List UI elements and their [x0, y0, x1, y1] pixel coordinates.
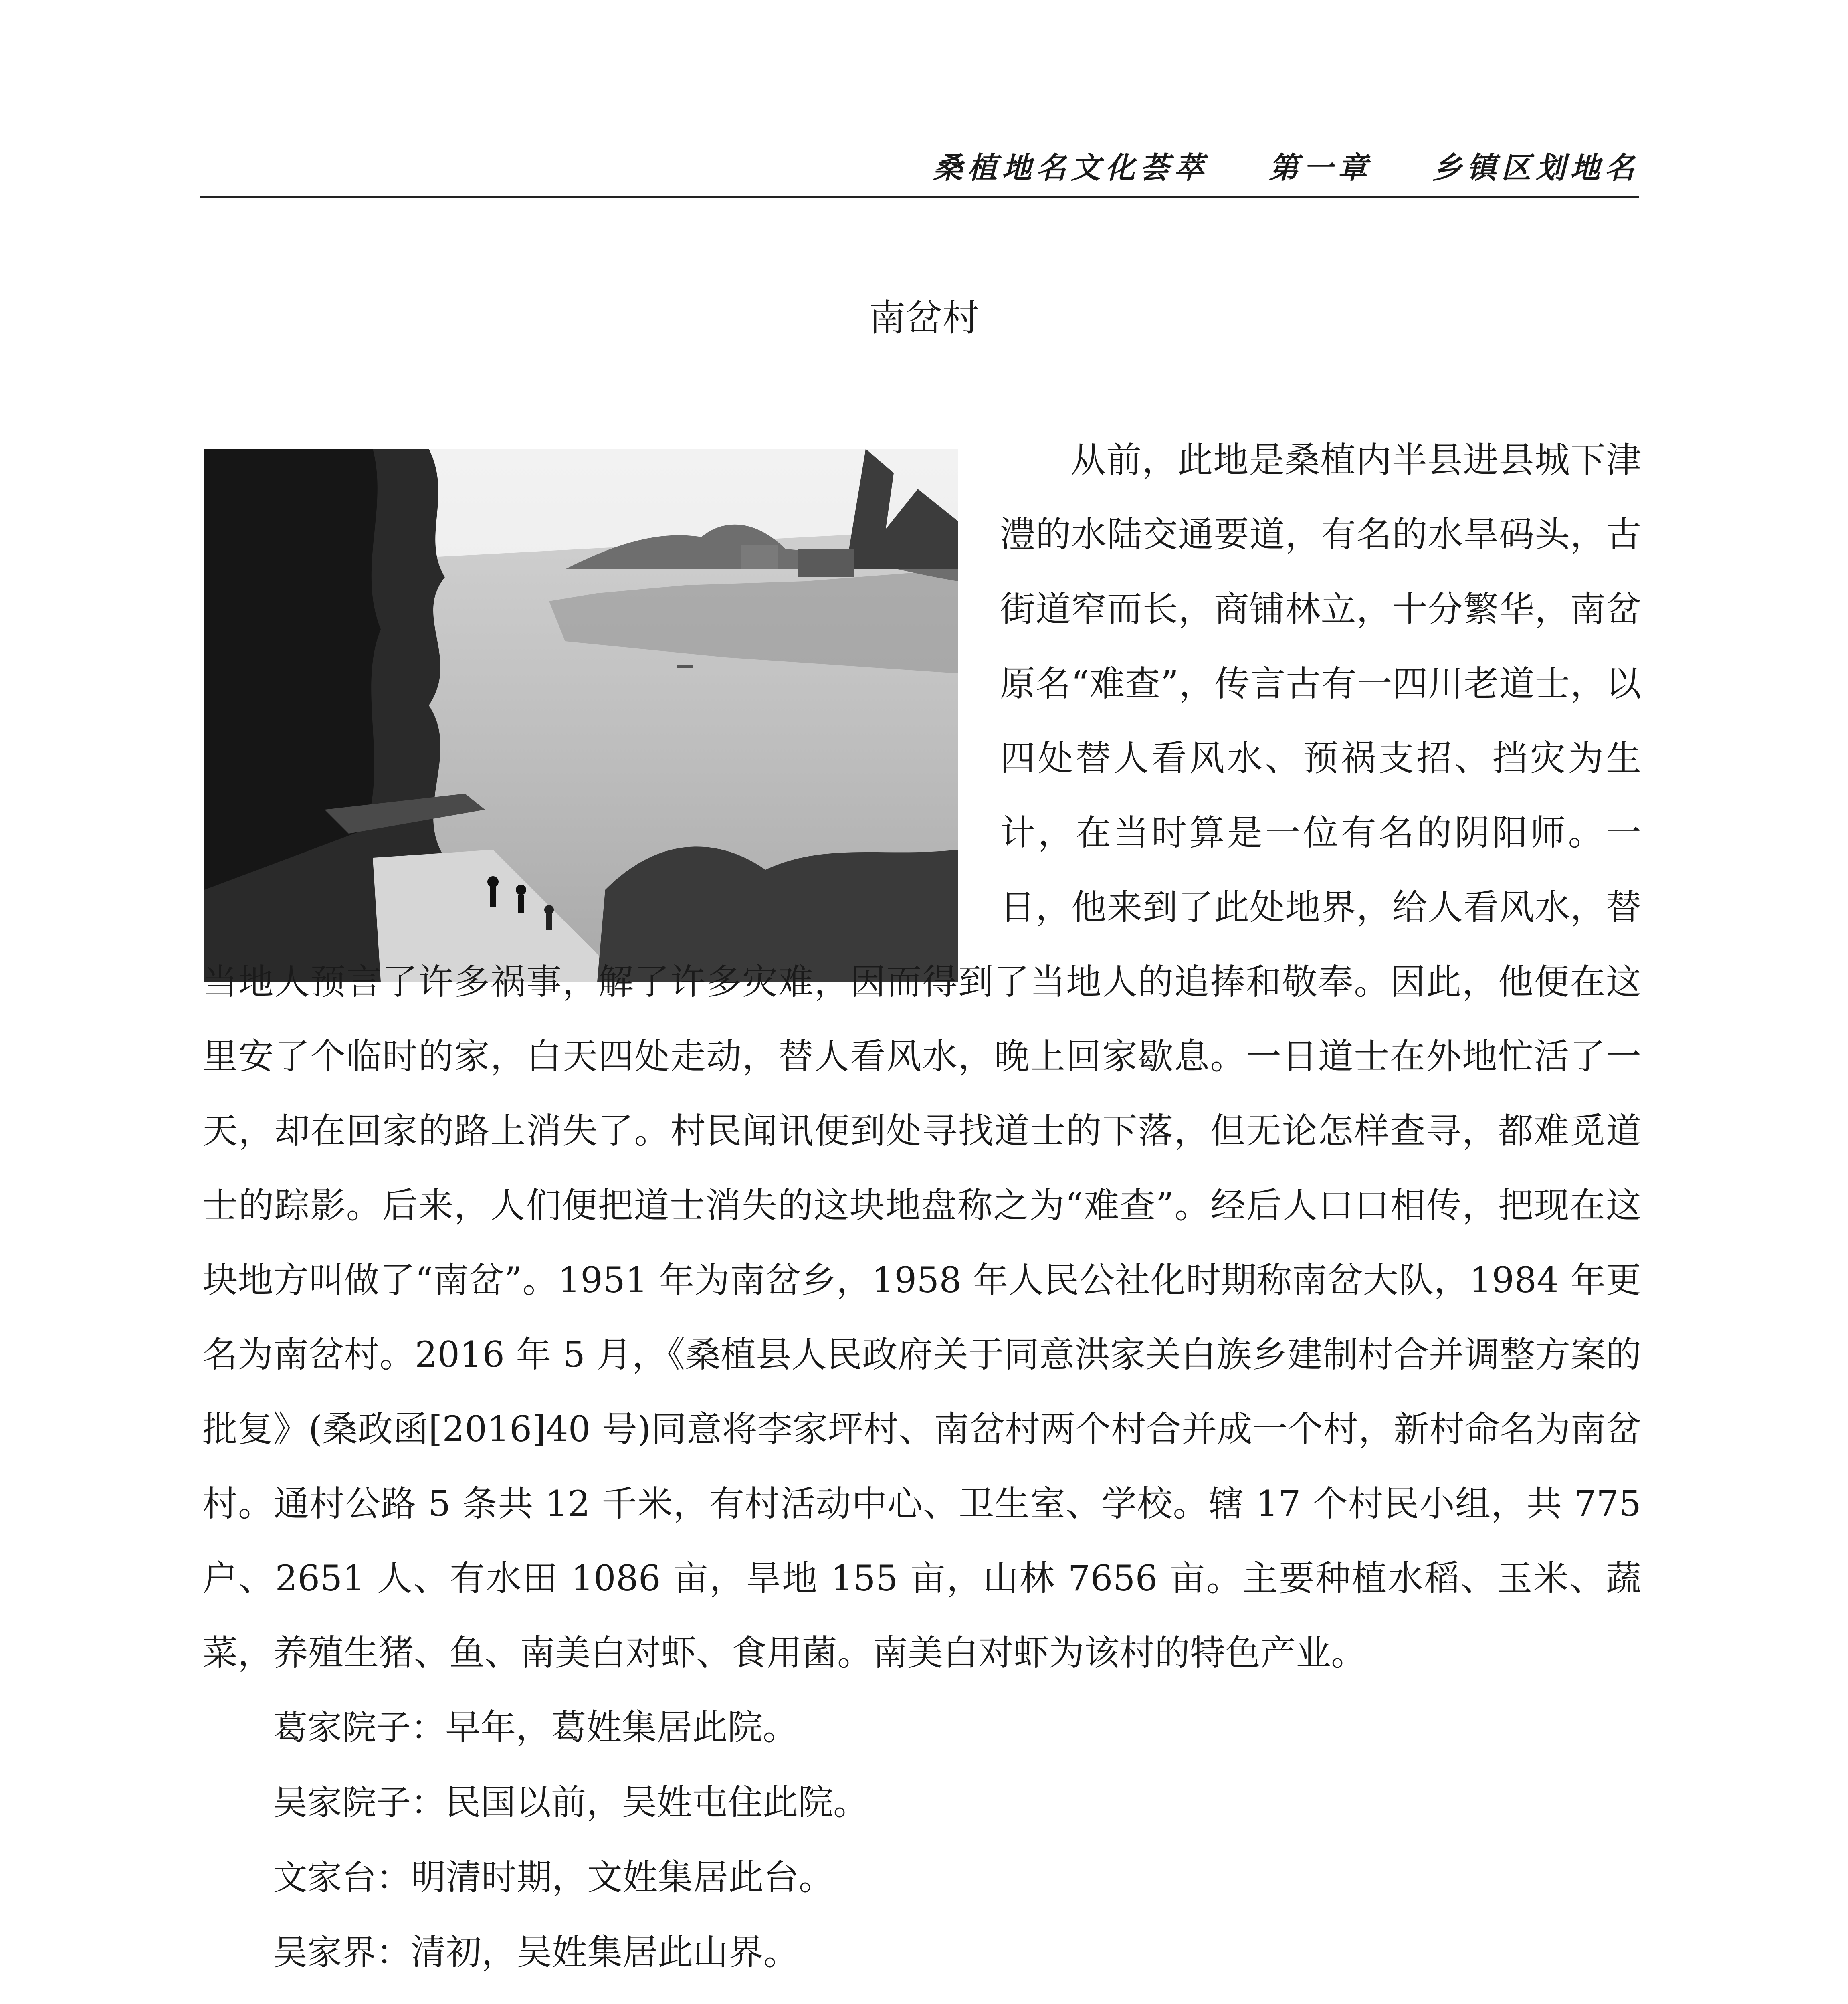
- body-text: [202, 423, 1641, 2004]
- entry-text: 民国以前，吴姓屯住此院。: [445, 1782, 869, 1823]
- entry-text: 早年，葛姓集居此院。: [445, 1707, 798, 1748]
- header-section: 乡镇区划地名: [1432, 151, 1639, 185]
- entry-name: 文家台：: [273, 1858, 411, 1898]
- entry-text: 明清时期，文姓集居此台。: [411, 1857, 834, 1898]
- header-rule: [200, 196, 1639, 198]
- running-header: [200, 144, 1639, 187]
- entry-wenjiatai: [202, 1840, 1641, 1915]
- entry-name: 吴家院子：: [273, 1783, 445, 1823]
- header-book-title: 桑植地名文化荟萃: [933, 151, 1209, 185]
- entry-text: 清初，吴姓集居此山界。: [411, 1931, 799, 1973]
- entry-name: 葛家院子：: [273, 1708, 445, 1748]
- entry-dukou: [202, 1990, 1641, 2004]
- entry-wujiajie: [202, 1915, 1641, 1990]
- page-title: 南岔村: [868, 297, 980, 339]
- entry-gejia-yuanzi: [202, 1690, 1641, 1765]
- header-chapter: 第一章: [1269, 151, 1372, 185]
- entry-wujia-yuanzi: [202, 1765, 1641, 1840]
- entry-name: 吴家界：: [273, 1933, 411, 1973]
- photo-wrap-space: [202, 423, 1000, 944]
- main-paragraph: 从前，此地是桑植内半县进县城下津澧的水陆交通要道，有名的水旱码头，古街道窄而长，商铺林立，十分繁华，南岔原名“难查”，传言古有一四川老道士，以四处替人看风水、预祸支招、挡灾为生计，在当时算是一位有名的阴阳师。一日，他来到了此处地界，给人看风水，替当地人预言了许多祸事，解了许多灾难，因而得到了当地人的追捧和敬奉。因此，他便在这里安了个临时的家，白天四处走动，替人看风水，晚上回家歇息。一日道士在外地忙活了一天，却在回家的路上消失了。村民闻讯便到处寻找道士的下落，但无论怎样查寻，都难觅道士的踪影。后来，人们便把道士消失的这块地盘称之为“难查”。经后人口口相传，把现在这块地方叫做了“南岔”。1951 年为南岔乡，1958 年人民公社化时期称南岔大队，1984 年更名为南岔村。2016 年 5 月，《桑植县人民政府关于同意洪家关白族乡建制村合并调整方案的批复》(桑政函[2016]40 号)同意将李家坪村、南岔村两个村合并成一个村，新村命名为南岔村。通村公路 5 条共 12 千米，有村活动中心、卫生室、学校。辖 17 个村民小组，共 775 户、2651 人、有水田 1086 亩，旱地 155 亩，山林 7656 亩。主要种植水稻、玉米、蔬菜，养殖生猪、鱼、南美白对虾、食用菌。南美白对虾为该村的特色产业。: [202, 439, 1641, 1673]
